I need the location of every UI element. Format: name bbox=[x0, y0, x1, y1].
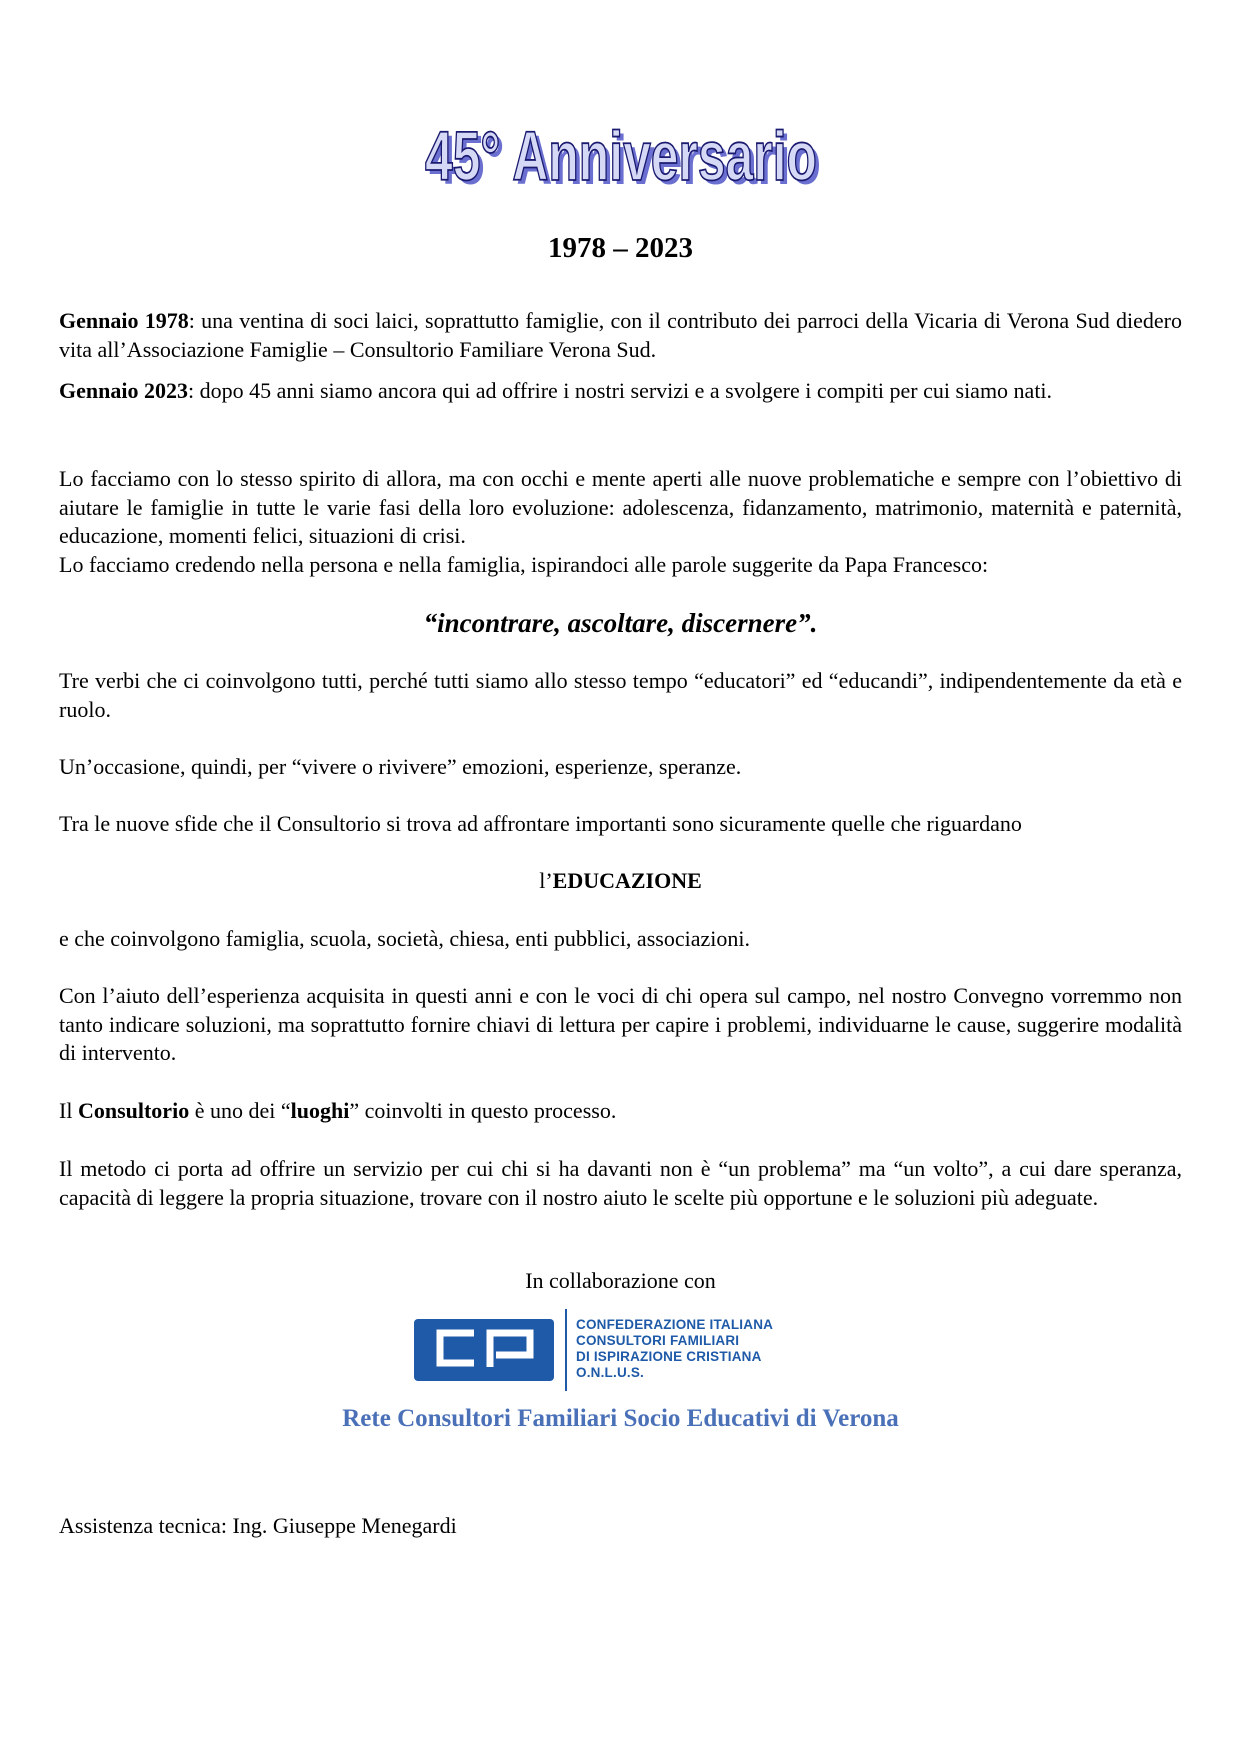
years-heading: 1978 – 2023 bbox=[548, 232, 693, 264]
cfc-logo bbox=[414, 1307, 834, 1393]
cfc-logo-divider bbox=[565, 1309, 567, 1391]
title-wordart bbox=[391, 118, 851, 198]
p10-a: Il bbox=[59, 1098, 78, 1123]
p10-e: ” coinvolti in questo processo. bbox=[349, 1098, 617, 1123]
paragraph-involve: e che coinvolgono famiglia, scuola, società, chiesa, enti pubblici, associazioni. bbox=[59, 926, 750, 951]
technical-assistance: Assistenza tecnica: Ing. Giuseppe Menegardi bbox=[59, 1513, 457, 1538]
paragraph-pope: Lo facciamo credendo nella persona e nella famiglia, ispirandoci alle parole suggerite da Papa Francesco: bbox=[59, 552, 989, 577]
p10-d: luoghi bbox=[290, 1098, 350, 1123]
text-1978: : una ventina di soci laici, soprattutto famiglie, con il contributo dei parroci della Vicaria di Verona Sud diedero vita all’Associazione Famiglie – Consultorio Familiare Verona Sud. bbox=[59, 308, 1182, 362]
logo-line-4: O.N.L.U.S. bbox=[576, 1365, 645, 1380]
logo-line-1: CONFEDERAZIONE ITALIANA bbox=[576, 1317, 774, 1332]
p10-c: è uno dei “ bbox=[189, 1098, 291, 1123]
network-title: Rete Consultori Familiari Socio Educativi di Verona bbox=[342, 1405, 899, 1432]
education-heading bbox=[59, 868, 1182, 894]
paragraph-2023 bbox=[59, 377, 1182, 406]
paragraph-1978 bbox=[59, 307, 1182, 364]
paragraph-method: Il metodo ci porta ad offrire un servizio per cui chi si ha davanti non è “un problema” ma “un volto”, a cui dare speranza, capacità di leggere la propria situazione, trovare con il nostro aiuto le scelte più opportune e le soluzioni più adeguate. bbox=[59, 1156, 1182, 1210]
logo-line-2: CONSULTORI FAMILIARI bbox=[576, 1333, 740, 1348]
title-shadow: 45° Anniversario bbox=[428, 121, 821, 198]
paragraph-challenges: Tra le nuove sfide che il Consultorio si trova ad affrontare importanti sono sicuramente quelle che riguardano bbox=[59, 811, 1022, 836]
paragraph-verbs: Tre verbi che ci coinvolgono tutti, perché tutti siamo allo stesso tempo “educatori” ed “educandi”, indipendentemente da età e ruolo. bbox=[59, 668, 1182, 722]
paragraph-consultorio bbox=[59, 1097, 1182, 1126]
education-prefix: l’ bbox=[539, 868, 553, 893]
collaboration-text: In collaborazione con bbox=[525, 1268, 716, 1293]
title-text: 45° Anniversario bbox=[424, 118, 817, 195]
education-word: EDUCAZIONE bbox=[552, 868, 702, 893]
motto: “incontrare, ascoltare, discernere”. bbox=[423, 608, 818, 638]
p10-b: Consultorio bbox=[77, 1098, 190, 1123]
label-2023: Gennaio 2023 bbox=[59, 378, 188, 403]
logo-line-3: DI ISPIRAZIONE CRISTIANA bbox=[576, 1349, 762, 1364]
paragraph-convegno: Con l’aiuto dell’esperienza acquisita in questi anni e con le voci di chi opera sul campo, nel nostro Convegno vorremmo non tanto indicare soluzioni, ma soprattutto fornire chiavi di lettura per capire i problemi, individuarne le cause, suggerire modalità di intervento. bbox=[59, 983, 1182, 1065]
label-1978: Gennaio 1978 bbox=[59, 308, 189, 333]
cfc-logo-text bbox=[576, 1317, 773, 1381]
paragraph-occasion: Un’occasione, quindi, per “vivere o rivivere” emozioni, esperienze, speranze. bbox=[59, 754, 742, 779]
text-2023: : dopo 45 anni siamo ancora qui ad offrire i nostri servizi e a svolgere i compiti per cui siamo nati. bbox=[187, 378, 1053, 403]
anniversary-title bbox=[59, 118, 1182, 203]
cfc-logo-mark bbox=[414, 1319, 554, 1381]
paragraph-spirit: Lo facciamo con lo stesso spirito di allora, ma con occhi e mente aperti alle nuove problematiche e sempre con l’obiettivo di aiutare le famiglie in tutte le varie fasi della loro evoluzione: adolescenza, fidanzamento, matrimonio, maternità e paternità, educazione, momenti felici, situazioni di crisi. bbox=[59, 466, 1182, 548]
cfc-logo-icon bbox=[414, 1319, 554, 1381]
